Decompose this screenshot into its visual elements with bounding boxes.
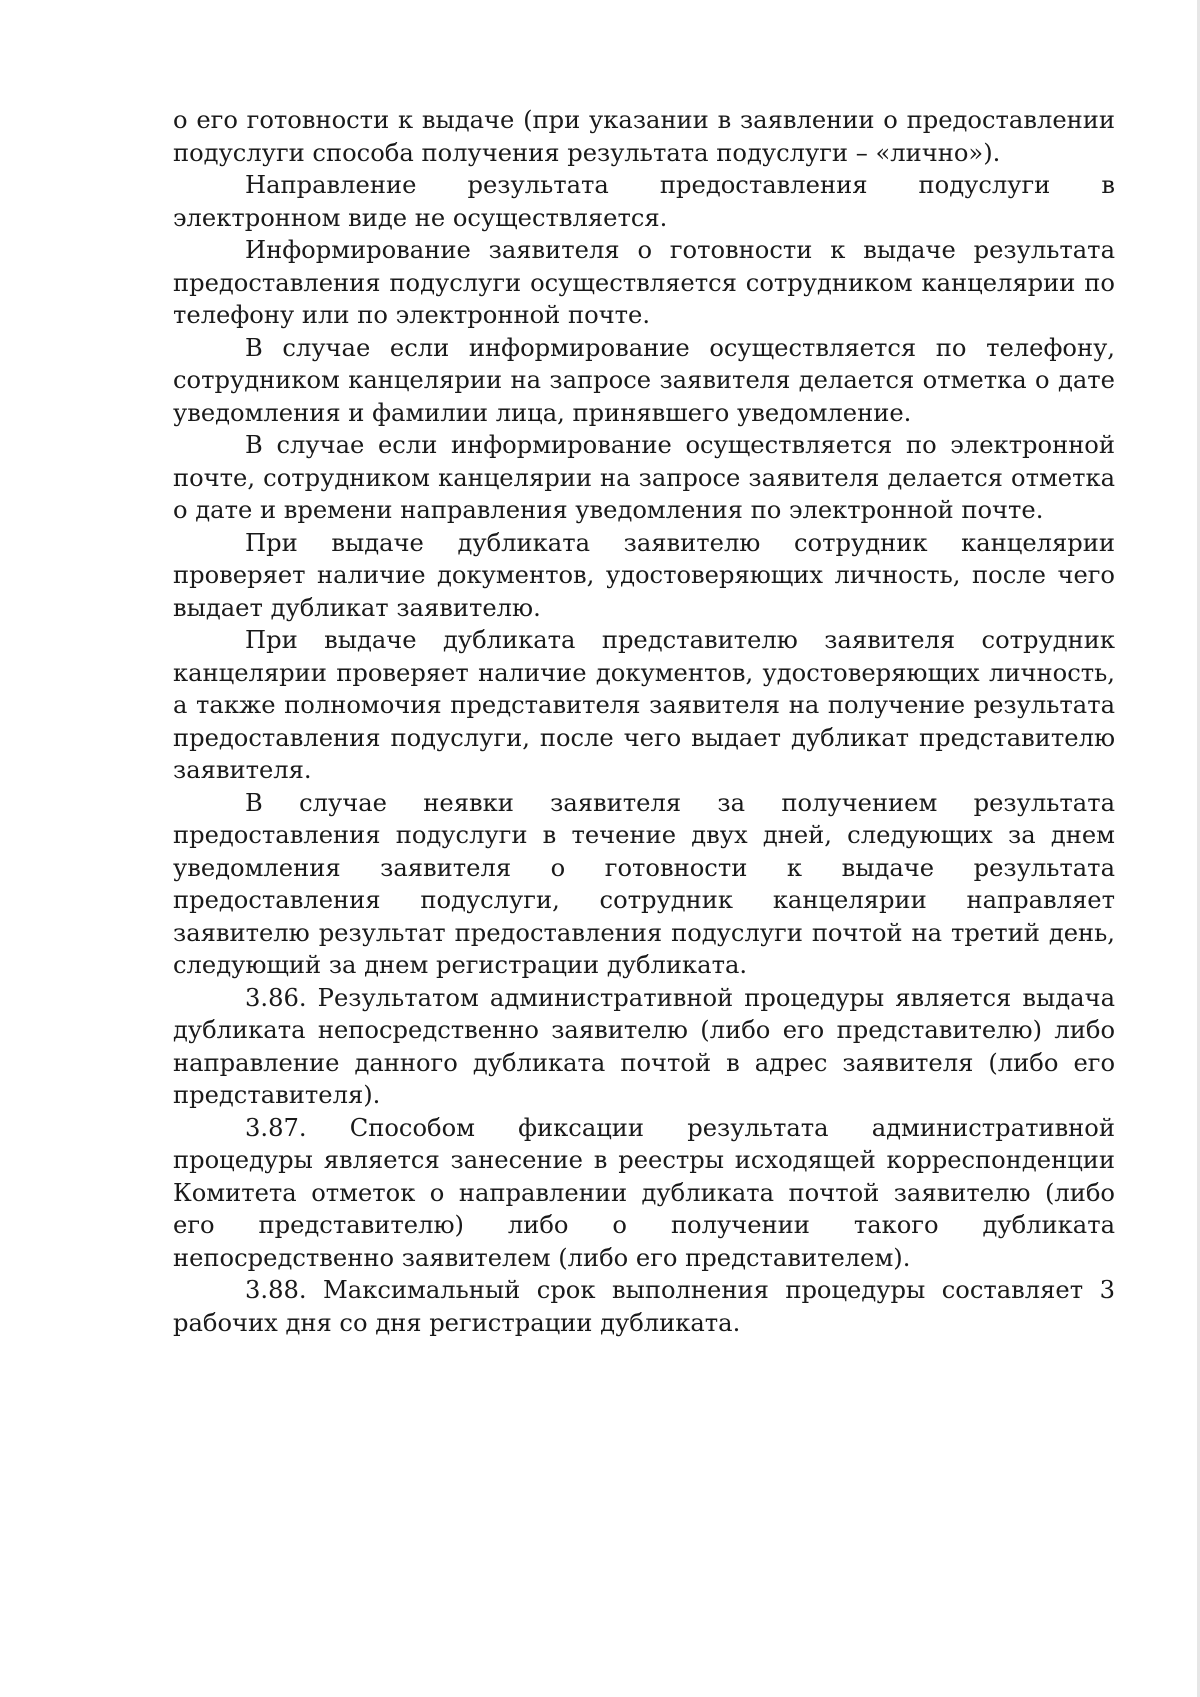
paragraph-email-informing: В случае если информирование осуществляется по электронной почте, сотрудником канцелярии на запросе заявителя делается отметка о дате и времени направления уведомления по электронной почте.	[173, 431, 1115, 524]
paragraph-electronic-result: Направление результата предоставления подуслуги в электронном виде не осуществляется.	[173, 171, 1115, 232]
paragraph-non-appearance: В случае неявки заявителя за получением результата предоставления подуслуги в течение двух дней, следующих за днем уведомления заявителя о готовности к выдаче результата предоставления подуслуги, сотрудник канцелярии направляет заявителю результат предоставления подуслуги почтой на третий день, следующий за днем регистрации дубликата.	[173, 788, 1115, 979]
paragraph-informing: Информирование заявителя о готовности к выдаче результата предоставления подуслуги осуществляется сотрудником канцелярии по телефону или по электронной почте.	[173, 236, 1115, 329]
document-body	[173, 104, 1115, 1339]
paragraph-issue-to-applicant: При выдаче дубликата заявителю сотрудник канцелярии проверяет наличие документов, удостоверяющих личность, после чего выдает дубликат заявителю.	[173, 528, 1115, 622]
paragraph-3-88: 3.88. Максимальный срок выполнения процедуры составляет 3 рабочих дня со дня регистрации дубликата.	[173, 1276, 1115, 1337]
paragraph-issue-to-representative: При выдаче дубликата представителю заявителя сотрудник канцелярии проверяет наличие документов, удостоверяющих личность, а также полномочия представителя заявителя на получение результата предоставления подуслуги, после чего выдает дубликат представителю заявителя.	[173, 626, 1115, 784]
paragraph-3-86: 3.86. Результатом административной процедуры является выдача дубликата непосредственно заявителю (либо его представителю) либо направление данного дубликата почтой в адрес заявителя (либо его представителя).	[173, 983, 1115, 1109]
paragraph-phone-informing: В случае если информирование осуществляется по телефону, сотрудником канцелярии на запросе заявителя делается отметка о дате уведомления и фамилии лица, принявшего уведомление.	[173, 333, 1115, 427]
paragraph-continuation: о его готовности к выдаче (при указании в заявлении о предоставлении подуслуги способа получения результата подуслуги – «лично»).	[173, 106, 1115, 167]
paragraph-3-87: 3.87. Способом фиксации результата административной процедуры является занесение в реестры исходящей корреспонденции Комитета отметок о направлении дубликата почтой заявителю (либо его представителю) либо о получении такого дубликата непосредственно заявителем (либо его представителем).	[173, 1113, 1115, 1272]
